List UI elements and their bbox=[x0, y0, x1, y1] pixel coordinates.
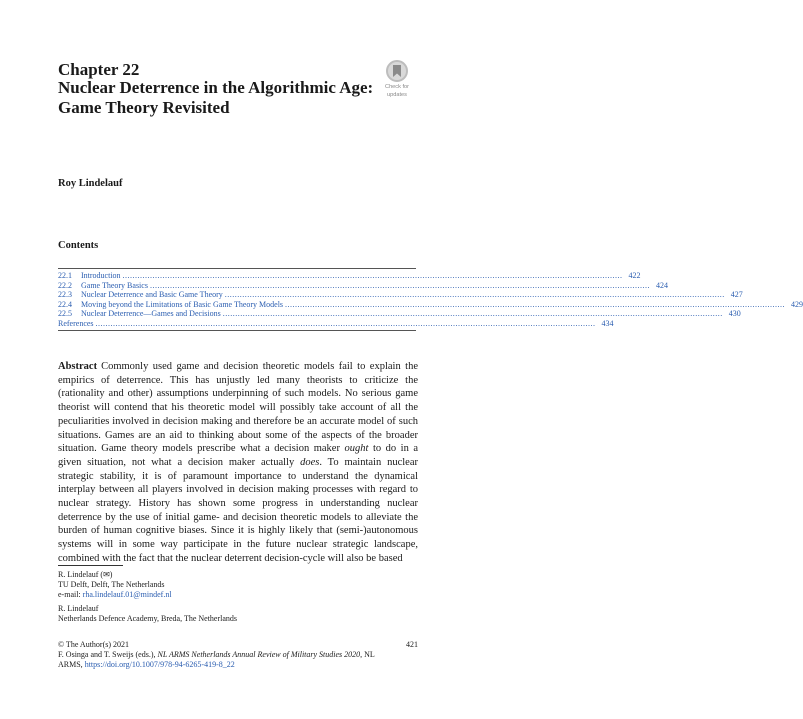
toc-entry-page[interactable]: 434 bbox=[601, 318, 614, 328]
citation-journal: NL ARMS Netherlands Annual Review of Military Studies 2020 bbox=[157, 650, 361, 659]
citation bbox=[58, 650, 398, 670]
toc-bottom-rule bbox=[58, 330, 416, 331]
toc-entry[interactable] bbox=[58, 271, 641, 281]
abstract-paragraph bbox=[58, 360, 418, 566]
bookmark-icon bbox=[386, 60, 408, 82]
affiliation-2 bbox=[58, 604, 418, 624]
footnote-rule bbox=[58, 565, 123, 566]
check-for-updates-badge[interactable] bbox=[375, 60, 419, 102]
toc-leader-dots: ........................................................................................................................................................................................................ bbox=[95, 318, 596, 328]
toc-entry-number: 22.4 bbox=[58, 299, 72, 309]
toc-leader-dots: ........................................................................................................................................................................................................ bbox=[222, 309, 723, 318]
toc-entry-page[interactable]: 427 bbox=[730, 290, 743, 299]
toc-entry-number: 22.3 bbox=[58, 290, 72, 299]
badge-line2: updates bbox=[387, 92, 407, 98]
toc-entry[interactable] bbox=[58, 309, 741, 319]
author-name: Roy Lindelauf bbox=[58, 178, 123, 189]
affiliation-2-name: R. Lindelauf bbox=[58, 604, 99, 613]
toc-entry-page[interactable]: 430 bbox=[728, 309, 741, 318]
toc-entry-title[interactable]: Game Theory Basics bbox=[81, 280, 148, 290]
toc-entry[interactable] bbox=[58, 318, 614, 329]
copyright-line: © The Author(s) 2021 bbox=[58, 640, 130, 649]
chapter-title: Nuclear Deterrence in the Algorithmic Age: Game Theory Revisited bbox=[58, 78, 374, 117]
abstract-text-2: to do in a given situation, not what a decision maker actually bbox=[58, 443, 419, 468]
toc-top-rule bbox=[58, 268, 416, 269]
toc-entry-title[interactable]: References bbox=[58, 318, 94, 328]
toc-entry-number: 22.5 bbox=[58, 309, 72, 318]
table-of-contents bbox=[58, 267, 803, 332]
abstract-emphasis-does: does bbox=[300, 456, 320, 468]
toc-entry-title[interactable]: Nuclear Deterrence—Games and Decisions bbox=[81, 309, 221, 318]
badge-line1: Check for bbox=[385, 84, 409, 90]
affiliation-1-name: R. Lindelauf (✉) bbox=[58, 570, 113, 579]
toc-entry-title[interactable]: Introduction bbox=[81, 271, 121, 280]
toc-leader-dots: ........................................................................................................................................................................................................ bbox=[149, 280, 650, 290]
abstract-text-1: Commonly used game and decision theoretic models fail to explain the empirics of deterrence. This has unjustly led many theorists to criticize the (rationality and other) assumptions underpinning of such models. No serious game theorist will contend that his theoretic model will possibly take account of all the peculiarities involved in decision making and therefore be an accurate model of such situations. Games are an aid to thinking about some of the aspects of the broader situation. Game theory models prescribe what a decision maker bbox=[58, 361, 418, 455]
toc-entry-number: 22.2 bbox=[58, 280, 72, 290]
toc-entry[interactable] bbox=[58, 299, 803, 310]
email-label: e-mail: bbox=[58, 590, 83, 599]
abstract-text-3: . To maintain nuclear strategic stability, it is of paramount importance to understand the dynamical interplay between all players involved in decision making processes with regard to nuclear strategy. History has shown some progress in understanding nuclear deterrence by the use of initial game- and decision theoretic models to alleviate the burden of human cognitive biases. Since it is highly likely that (semi-)autonomous systems will in some way participate in the future nuclear strategic landscape, combined with the fact that the nuclear deterrent decision-cycle will also be based bbox=[58, 456, 418, 564]
toc-entry-number: 22.1 bbox=[58, 271, 72, 280]
toc-entry-page[interactable]: 422 bbox=[628, 271, 641, 280]
affiliation-2-org: Netherlands Defence Academy, Breda, The Netherlands bbox=[58, 614, 238, 623]
affiliation-1-email-line bbox=[58, 590, 418, 600]
contents-heading: Contents bbox=[58, 240, 99, 251]
toc-leader-dots: ........................................................................................................................................................................................................ bbox=[224, 290, 725, 299]
email-link[interactable]: rha.lindelauf.01@mindef.nl bbox=[82, 590, 172, 599]
toc-entry-title[interactable]: Moving beyond the Limitations of Basic Game Theory Models bbox=[81, 299, 284, 309]
abstract-label: Abstract bbox=[58, 361, 98, 372]
copyright-citation bbox=[58, 640, 418, 670]
toc-entry[interactable] bbox=[58, 280, 668, 291]
toc-entry-page[interactable]: 424 bbox=[655, 280, 668, 290]
affiliation-1-org: TU Delft, Delft, The Netherlands bbox=[58, 580, 165, 589]
chapter-label: Chapter 22 bbox=[58, 60, 140, 79]
abstract-emphasis-ought: ought bbox=[344, 443, 369, 455]
toc-leader-dots: ........................................................................................................................................................................................................ bbox=[285, 299, 786, 309]
toc-entry-page[interactable]: 429 bbox=[791, 299, 803, 309]
citation-editors: F. Osinga and T. Sweijs (eds.), bbox=[58, 650, 158, 659]
page-number: 421 bbox=[406, 640, 418, 649]
doi-link[interactable]: https://doi.org/10.1007/978-94-6265-419-8_22 bbox=[84, 660, 235, 669]
toc-entry[interactable] bbox=[58, 290, 743, 300]
toc-entry-title[interactable]: Nuclear Deterrence and Basic Game Theory bbox=[81, 290, 223, 299]
citation-series: , NL ARMS, bbox=[58, 650, 375, 669]
toc-leader-dots: ........................................................................................................................................................................................................ bbox=[122, 271, 623, 280]
affiliation-1 bbox=[58, 570, 418, 600]
